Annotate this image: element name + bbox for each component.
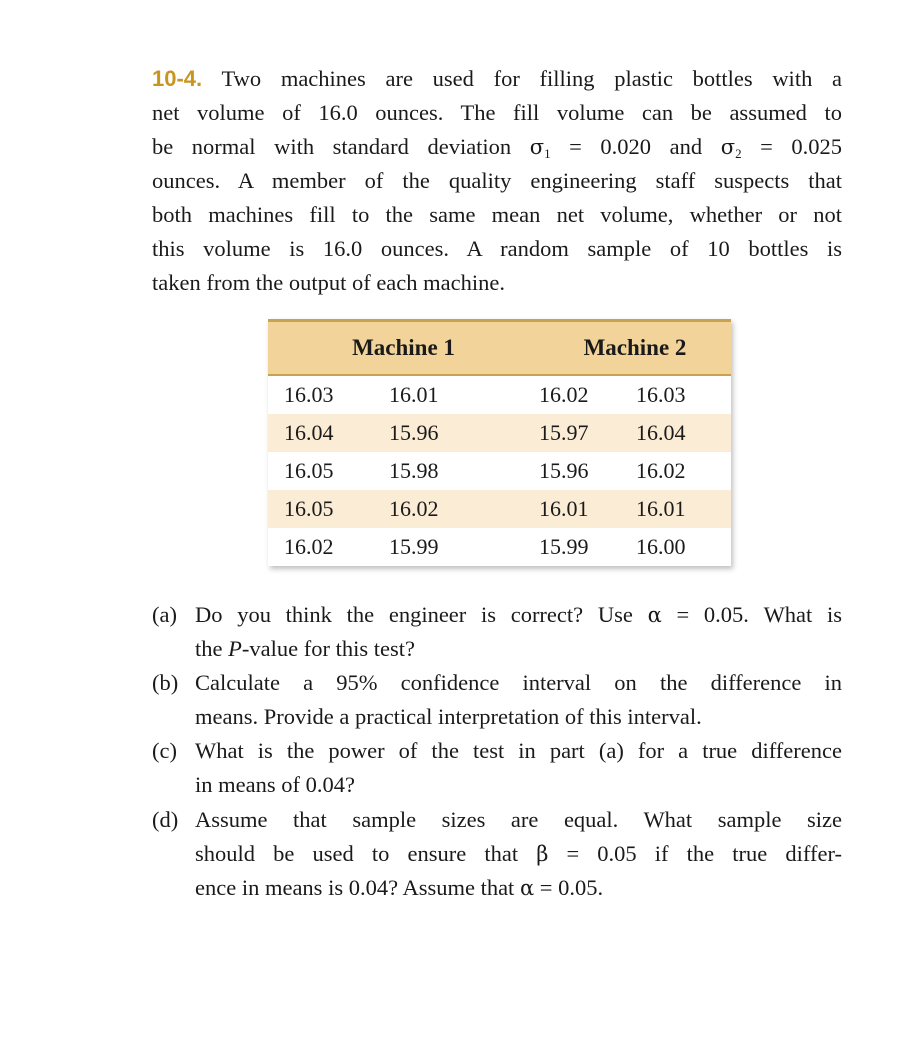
table-cell: 16.02 xyxy=(636,458,686,483)
question-d xyxy=(152,803,842,905)
question-line: the P-value for this test? xyxy=(195,636,415,661)
alpha-symbol: α xyxy=(519,876,535,900)
question-line: What is the power of the test in part (a) for a true difference xyxy=(195,738,842,763)
table-cell: 15.96 xyxy=(539,458,589,483)
question-line: Do you think the engineer is correct? Use α = 0.05. What is xyxy=(195,602,843,627)
sigma1-symbol: σ xyxy=(529,135,545,159)
table-cell: 16.00 xyxy=(636,534,686,559)
table-cell: 15.97 xyxy=(539,414,636,452)
table-cell: 16.05 xyxy=(268,490,389,528)
question-a xyxy=(152,598,842,666)
table-cell: 16.01 xyxy=(636,490,731,528)
question-label: (a) xyxy=(152,602,177,627)
problem-number: 10-4. xyxy=(152,66,203,91)
table-cell: 15.98 xyxy=(389,458,439,483)
stem-line-7: taken from the output of each machine. xyxy=(152,270,505,295)
question-list xyxy=(152,598,842,905)
question-line: in means of 0.04? xyxy=(195,772,355,797)
table-cell: 16.03 xyxy=(284,382,334,407)
sigma2-symbol: σ xyxy=(720,135,736,159)
table-header-row xyxy=(268,322,731,375)
table-cell: 16.01 xyxy=(539,490,636,528)
table-cell: 15.99 xyxy=(389,534,439,559)
table-cell: 16.03 xyxy=(636,382,686,407)
table-row xyxy=(268,375,731,414)
header-machine-1: Machine 1 xyxy=(268,322,539,375)
question-line: Assume that sample sizes are equal. What sample size xyxy=(195,807,842,832)
table-row xyxy=(268,528,731,566)
table-cell: 15.99 xyxy=(539,534,589,559)
question-label: (d) xyxy=(152,807,179,832)
table-cell: 15.96 xyxy=(389,414,539,452)
problem-statement xyxy=(152,62,842,300)
table-row xyxy=(268,452,731,490)
stem-line-4: ounces. A member of the quality engineering staff suspects that xyxy=(152,168,842,193)
table-cell: 16.02 xyxy=(539,382,589,407)
stem-line-5: both machines fill to the same mean net volume, whether or not xyxy=(152,202,842,227)
table-cell: 16.02 xyxy=(389,490,539,528)
table-cell: 16.04 xyxy=(636,414,731,452)
table-cell: 16.04 xyxy=(268,414,389,452)
question-label: (b) xyxy=(152,670,179,695)
beta-symbol: β xyxy=(536,842,549,866)
data-table-container xyxy=(268,319,731,566)
stem-line-1: 10-4. Two machines are used for filling plastic bottles with a xyxy=(152,66,842,91)
table-row xyxy=(268,414,731,452)
question-line: Calculate a 95% confidence interval on the difference in xyxy=(195,670,842,695)
data-table xyxy=(268,322,731,566)
alpha-symbol: α xyxy=(647,603,662,627)
question-line: ence in means is 0.04? Assume that α = 0.05. xyxy=(195,875,604,900)
table-cell: 16.02 xyxy=(284,534,334,559)
table-cell: 16.05 xyxy=(284,458,334,483)
question-c xyxy=(152,734,842,802)
question-line: means. Provide a practical interpretation of this interval. xyxy=(195,704,702,729)
header-machine-2: Machine 2 xyxy=(539,322,731,375)
question-b xyxy=(152,666,842,734)
question-label: (c) xyxy=(152,738,177,763)
table-row xyxy=(268,490,731,528)
stem-line-6: this volume is 16.0 ounces. A random sample of 10 bottles is xyxy=(152,236,842,261)
stem-line-2: net volume of 16.0 ounces. The fill volume can be assumed to xyxy=(152,100,842,125)
stem-line-3: be normal with standard deviation $\sigma_1 = 0.020$ and $\sigma_2 = 0.025$ xyxy=(152,134,843,161)
table-cell: 16.01 xyxy=(389,382,439,407)
question-line: should be used to ensure that β = 0.05 if the true differ- xyxy=(195,841,842,866)
